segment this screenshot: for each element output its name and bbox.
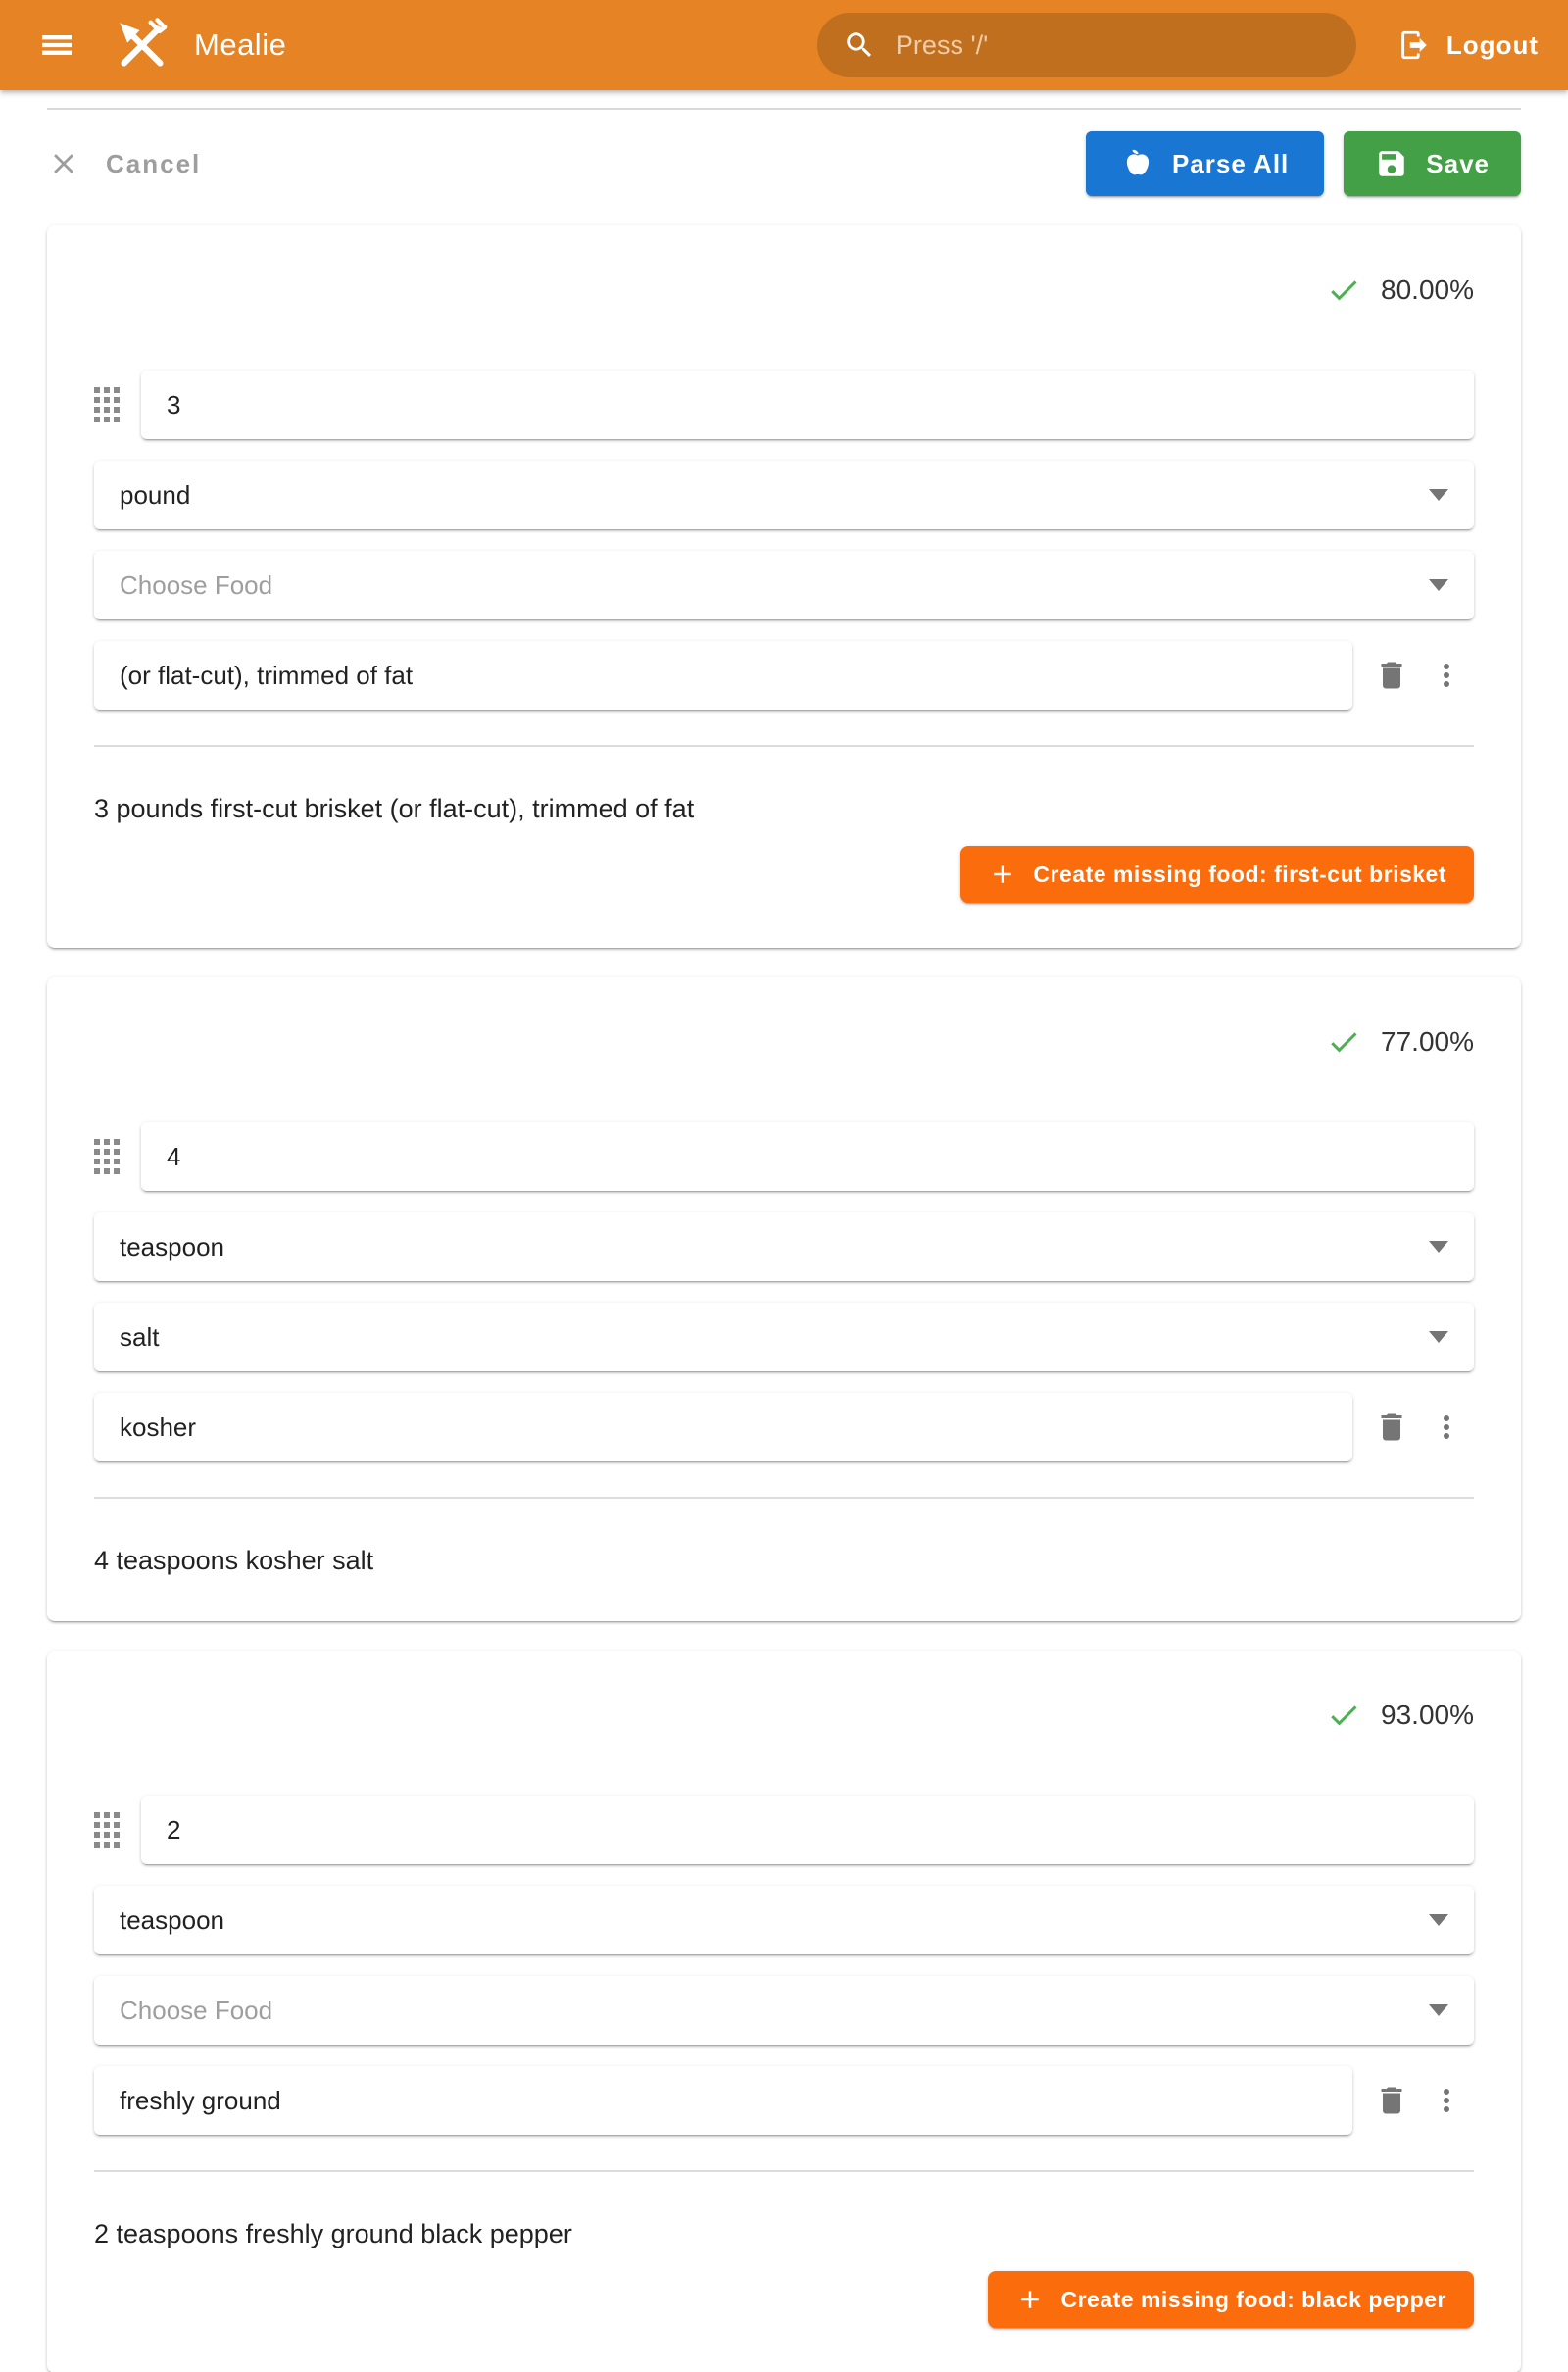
- delete-ingredient-button[interactable]: [1364, 1400, 1419, 1455]
- card-divider: [94, 745, 1474, 747]
- parse-all-button[interactable]: [1086, 131, 1324, 196]
- ingredient-card: [47, 1651, 1521, 2372]
- trash-icon: [1374, 658, 1409, 693]
- food-select[interactable]: [94, 1976, 1474, 2045]
- logout-label: Logout: [1446, 29, 1539, 60]
- delete-ingredient-button[interactable]: [1364, 648, 1419, 703]
- ingredient-card: [47, 977, 1521, 1621]
- original-ingredient-text: 2 teaspoons freshly ground black pepper: [94, 2219, 572, 2248]
- original-ingredient-text: 4 teaspoons kosher salt: [94, 1546, 374, 1575]
- checkmark-icon: [1326, 272, 1361, 308]
- note-input[interactable]: [120, 1412, 1327, 1443]
- create-missing-food-button[interactable]: [960, 846, 1474, 903]
- triangle-down-icon: [1429, 1331, 1448, 1343]
- quantity-field[interactable]: [141, 1796, 1474, 1864]
- global-search[interactable]: [817, 13, 1356, 77]
- unit-select[interactable]: [94, 1886, 1474, 1954]
- trash-icon: [1374, 1409, 1409, 1445]
- create-missing-food-label: Create missing food: first-cut brisket: [1033, 861, 1446, 887]
- original-ingredient-text: 3 pounds first-cut brisket (or flat-cut), trimmed of fat: [94, 794, 695, 823]
- ingredient-card: [47, 225, 1521, 948]
- confidence-indicator: [94, 272, 1474, 308]
- unit-select[interactable]: [94, 1212, 1474, 1281]
- unit-select[interactable]: [94, 461, 1474, 529]
- confidence-indicator: [94, 1024, 1474, 1060]
- card-divider: [94, 1497, 1474, 1499]
- confidence-indicator: [94, 1698, 1474, 1733]
- more-options-button[interactable]: [1419, 648, 1474, 703]
- triangle-down-icon: [1429, 489, 1448, 501]
- food-placeholder: Choose Food: [120, 569, 273, 600]
- app-title: Mealie: [194, 27, 287, 62]
- parse-all-label: Parse All: [1171, 148, 1290, 178]
- quantity-field[interactable]: [141, 371, 1474, 439]
- triangle-down-icon: [1429, 579, 1448, 591]
- food-placeholder: Choose Food: [120, 1995, 273, 2025]
- delete-ingredient-button[interactable]: [1364, 2073, 1419, 2128]
- checkmark-icon: [1326, 1024, 1361, 1060]
- cancel-button[interactable]: [47, 137, 215, 190]
- quantity-input[interactable]: [167, 1142, 1448, 1172]
- quantity-input[interactable]: [167, 1815, 1448, 1846]
- unit-value: teaspoon: [120, 1904, 224, 1935]
- more-options-button[interactable]: [1419, 1400, 1474, 1455]
- drag-handle dots-grid-icon[interactable]: [94, 1139, 120, 1174]
- create-missing-food-button[interactable]: [988, 2271, 1474, 2328]
- unit-value: teaspoon: [120, 1231, 224, 1261]
- triangle-down-icon: [1429, 1914, 1448, 1926]
- search-input[interactable]: [896, 30, 1331, 61]
- plus-icon: [1015, 2285, 1060, 2314]
- more-options-button[interactable]: [1419, 2073, 1474, 2128]
- confidence-percent: 80.00%: [1381, 274, 1474, 305]
- note-field[interactable]: [94, 2066, 1352, 2135]
- note-input[interactable]: [120, 2086, 1327, 2116]
- food-value: salt: [120, 1321, 160, 1352]
- save-label: Save: [1426, 148, 1490, 178]
- kebab-dots-icon: [1429, 1409, 1464, 1445]
- food-select[interactable]: [94, 551, 1474, 619]
- mealie-logo crossed-fork-knife-icon: [112, 15, 172, 75]
- close-x-icon: [47, 147, 106, 180]
- cancel-label: Cancel: [106, 148, 202, 178]
- parser-toolbar: [47, 131, 1521, 196]
- triangle-down-icon: [1429, 1241, 1448, 1253]
- create-missing-food-label: Create missing food: black pepper: [1060, 2286, 1446, 2312]
- plus-icon: [988, 860, 1033, 889]
- apple-icon: [1121, 147, 1172, 180]
- note-field[interactable]: [94, 1393, 1352, 1461]
- drag-handle dots-grid-icon[interactable]: [94, 387, 120, 422]
- hamburger-icon: [37, 25, 76, 65]
- unit-value: pound: [120, 479, 191, 510]
- floppy-disk-icon: [1375, 147, 1426, 180]
- quantity-input[interactable]: [167, 390, 1448, 420]
- confidence-percent: 77.00%: [1381, 1026, 1474, 1057]
- note-input[interactable]: [120, 661, 1327, 691]
- ingredient-parser-page: [0, 108, 1568, 2372]
- magnifier-icon: [843, 28, 876, 62]
- note-field[interactable]: [94, 641, 1352, 710]
- kebab-dots-icon: [1429, 2083, 1464, 2118]
- confidence-percent: 93.00%: [1381, 1700, 1474, 1730]
- triangle-down-icon: [1429, 2004, 1448, 2016]
- trash-icon: [1374, 2083, 1409, 2118]
- card-divider: [94, 2170, 1474, 2172]
- logout-button[interactable]: [1397, 28, 1539, 62]
- checkmark-icon: [1326, 1698, 1361, 1733]
- drag-handle dots-grid-icon[interactable]: [94, 1812, 120, 1848]
- page-top-divider: [47, 108, 1521, 110]
- app-bar: [0, 0, 1568, 90]
- menu-button[interactable]: [27, 16, 86, 74]
- save-button[interactable]: [1344, 131, 1521, 196]
- logout-exit-icon: [1397, 28, 1446, 62]
- food-select[interactable]: [94, 1303, 1474, 1371]
- kebab-dots-icon: [1429, 658, 1464, 693]
- quantity-field[interactable]: [141, 1122, 1474, 1191]
